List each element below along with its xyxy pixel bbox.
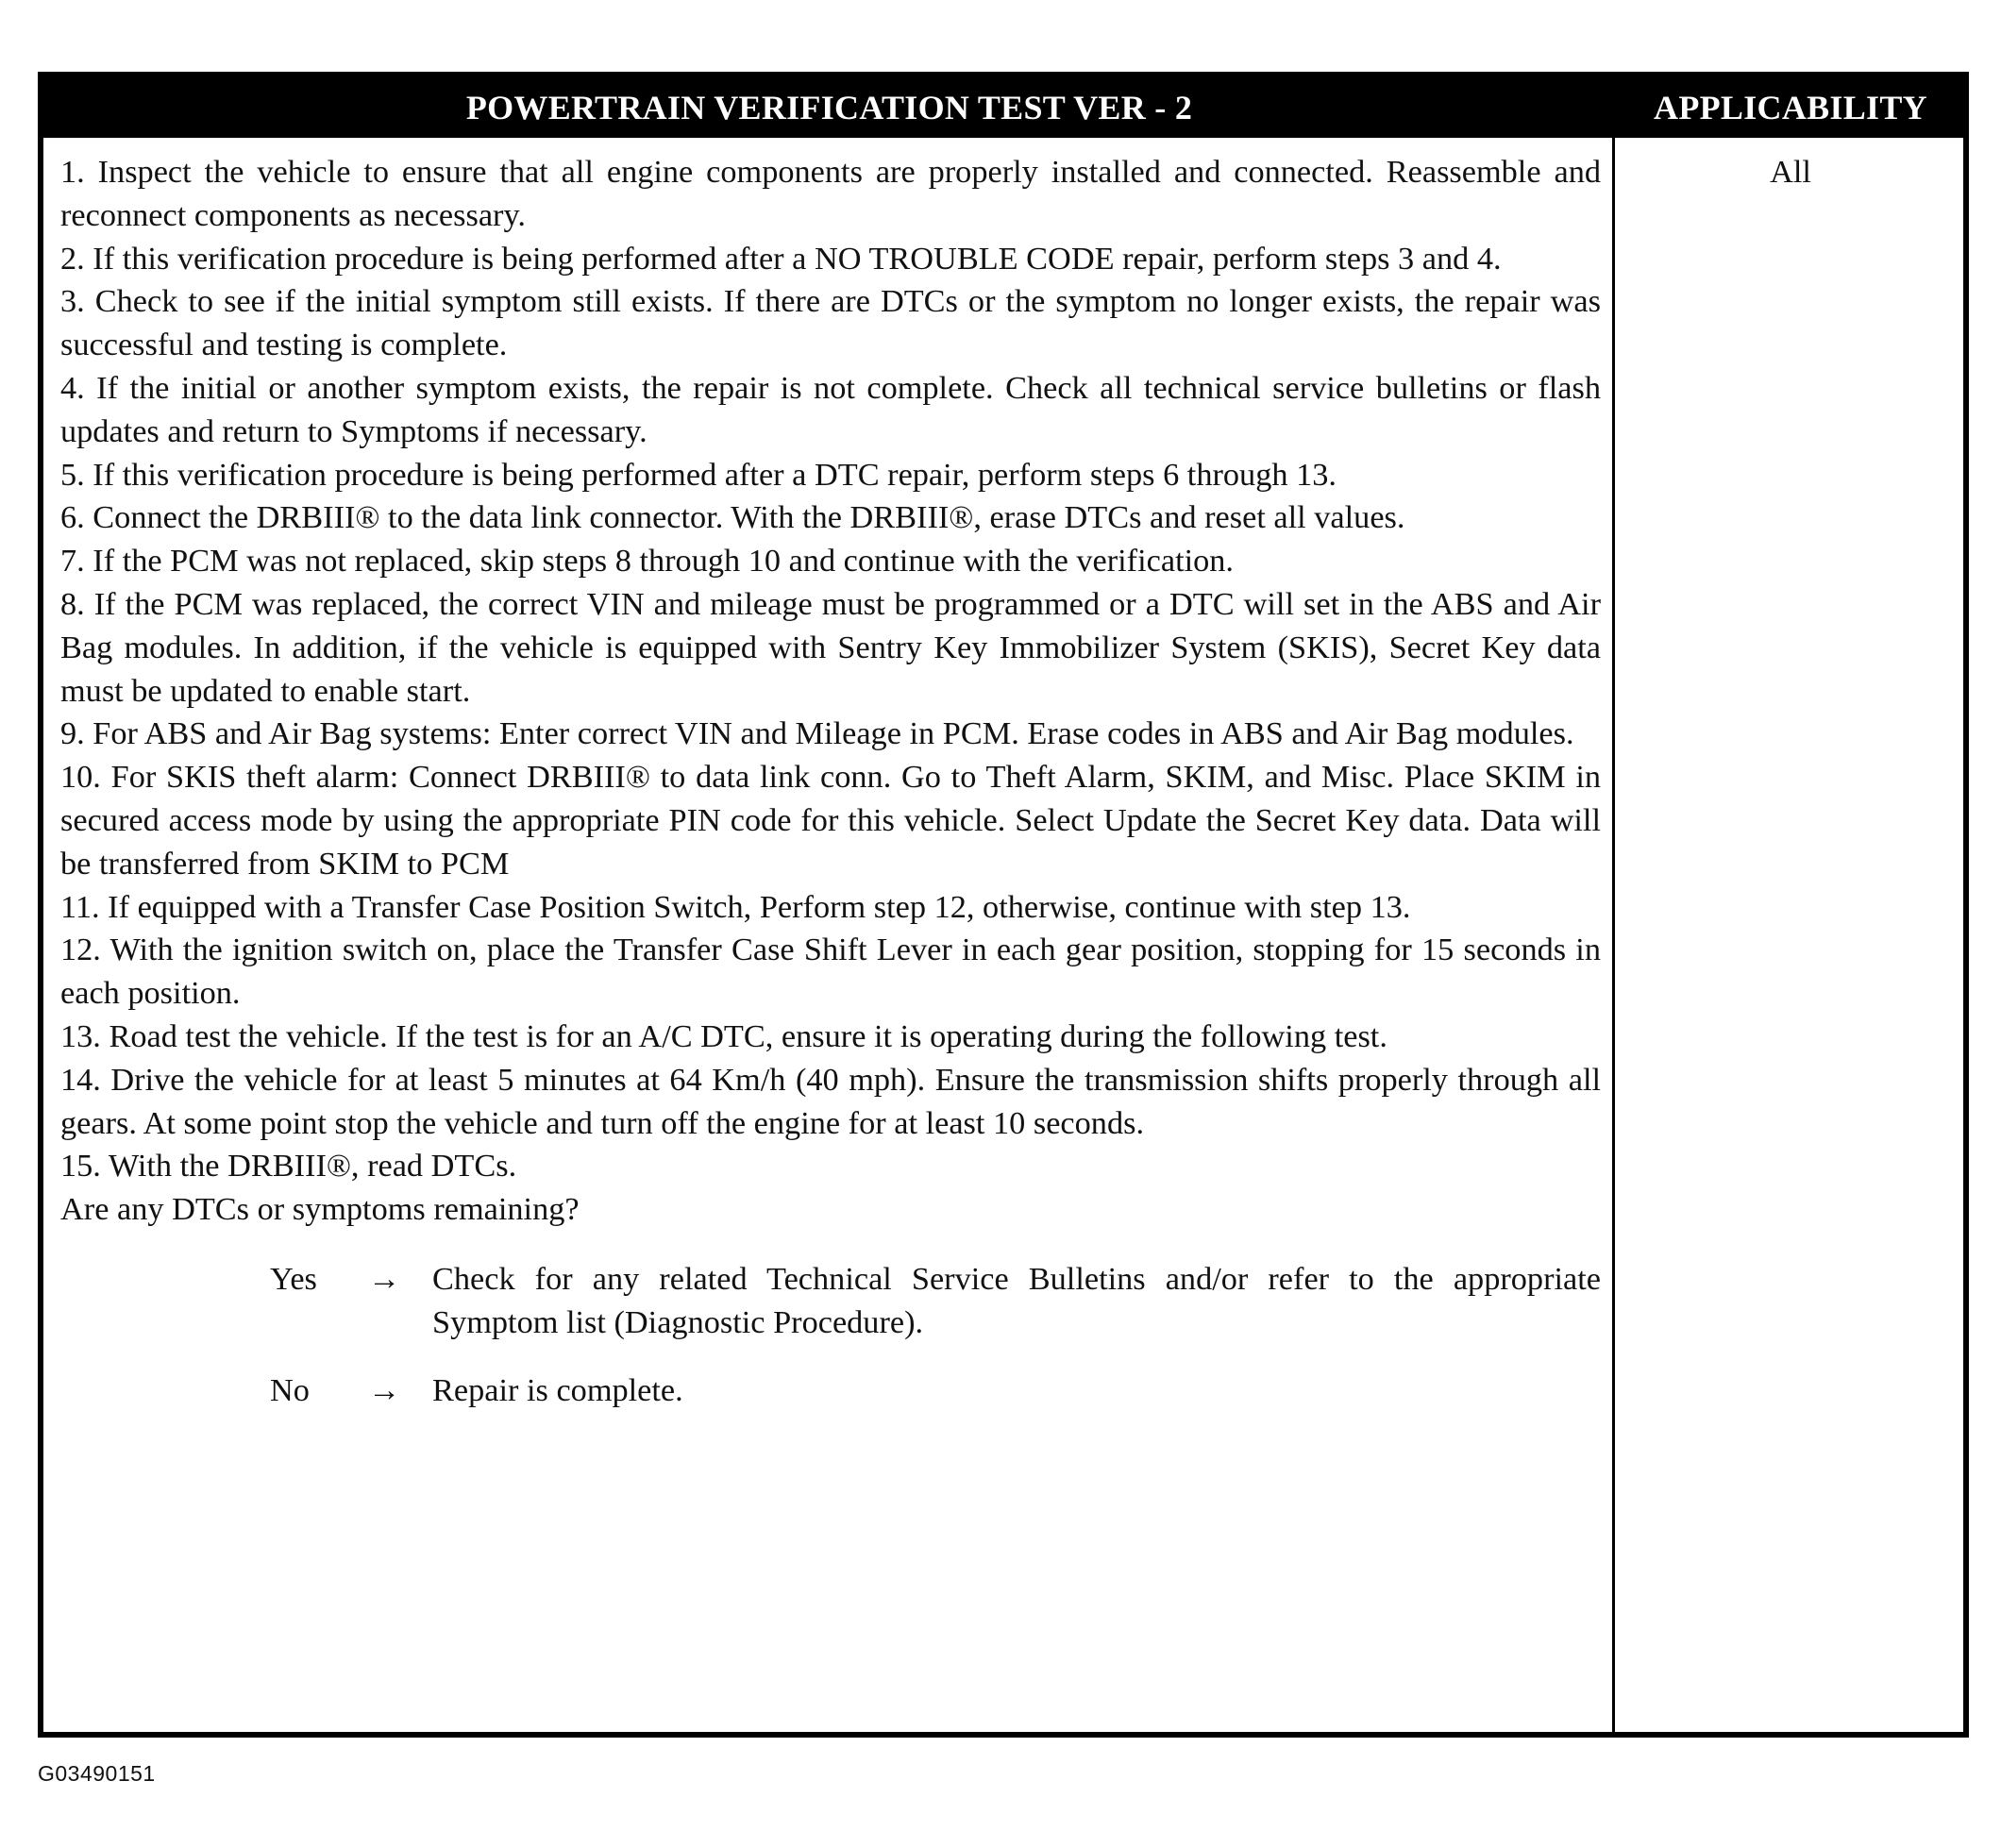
question: Are any DTCs or symptoms remaining? [60,1191,580,1228]
table-header [43,77,1963,138]
step-5: 5. If this verification procedure is being performed after a DTC repair, perform steps 6 through 13. [60,456,1337,493]
applicability-value: All [1770,154,1811,190]
step-8: 8. If the PCM was replaced, the correct VIN and mileage must be programmed or a DTC will set in the ABS and Air Bag modules. In addition, if the vehicle is equipped with Sentry Key Immobilizer System (SKIS), Secret Key data must be updated to enable start. [60,585,1601,709]
step-1: 1. Inspect the vehicle to ensure that all engine components are properly installed and connected. Reassemble and reconnect components as necessary. [60,154,1601,233]
column-divider [1612,138,1615,1732]
answer-yes-text: Check for any related Technical Service Bulletins and/or refer to the appropriate Symptom list (Diagnostic Procedure). [432,1260,1601,1340]
answer-yes [60,1258,1601,1345]
verification-test-table [38,72,1969,1738]
step-3: 3. Check to see if the initial symptom still exists. If there are DTCs or the symptom no longer exists, the repair was successful and testing is complete. [60,283,1601,363]
step-list [60,151,1601,1188]
step-12: 12. With the ignition switch on, place the Transfer Case Shift Lever in each gear position, stopping for 15 seconds in each position. [60,932,1601,1012]
procedure-cell [60,151,1601,1426]
step-9: 9. For ABS and Air Bag systems: Enter correct VIN and Mileage in PCM. Erase codes in ABS and Air Bag modules. [60,715,1574,752]
step-10: 10. For SKIS theft alarm: Connect DRBIII® to data link conn. Go to Theft Alarm, SKIM, and Misc. Place SKIM in secured access mode by using the appropriate PIN code for this vehicle. Select Update the Secret Key data. Data will be transferred from SKIM to PCM [60,759,1601,882]
answer-no-text: Repair is complete. [432,1371,683,1408]
step-14: 14. Drive the vehicle for at least 5 minutes at 64 Km/h (40 mph). Ensure the transmission shifts properly through all gears. At some point stop the vehicle and turn off the engine for at least 10 seconds. [60,1061,1601,1141]
step-15: 15. With the DRBIII®, read DTCs. [60,1148,517,1184]
right-arrow-icon: → [368,1260,401,1297]
right-arrow-icon: → [368,1371,401,1408]
answer-no-label: No [270,1371,310,1408]
answer-yes-label: Yes [270,1260,317,1297]
step-2: 2. If this verification procedure is being performed after a NO TROUBLE CODE repair, perform steps 3 and 4. [60,240,1502,277]
applicability-header: APPLICABILITY [1654,89,1927,126]
test-title: POWERTRAIN VERIFICATION TEST VER - 2 [465,89,1193,126]
step-4: 4. If the initial or another symptom exists, the repair is not complete. Check all technical service bulletins or flash updates and return to Symptoms if necessary. [60,369,1601,449]
step-11: 11. If equipped with a Transfer Case Position Switch, Perform step 12, otherwise, continue with step 13. [60,888,1411,925]
figure-id: G03490151 [38,1761,156,1786]
step-7: 7. If the PCM was not replaced, skip steps 8 through 10 and continue with the verification. [60,543,1235,580]
answer-no [60,1369,1601,1426]
step-6: 6. Connect the DRBIII® to the data link connector. With the DRBIII®, erase DTCs and reset all values. [60,499,1405,536]
step-13: 13. Road test the vehicle. If the test is for an A/C DTC, ensure it is operating during the following test. [60,1017,1387,1054]
answer-list [60,1258,1601,1426]
